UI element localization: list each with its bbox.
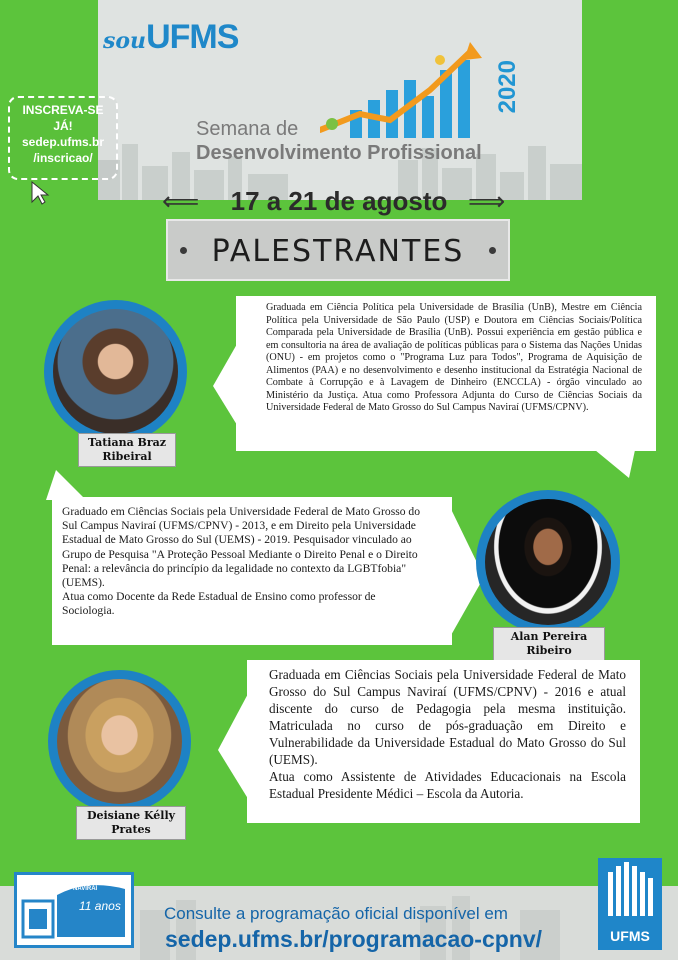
speaker-name: [76, 806, 186, 840]
event-name-line2: Desenvolvimento Profissional: [196, 142, 482, 164]
speaker-photo: [48, 670, 191, 813]
speaker-bio: [247, 660, 640, 823]
speech-tail: [46, 470, 86, 500]
speaker-photo: [44, 300, 187, 443]
left-arrow-icon: ⟸: [162, 186, 200, 216]
cta-line2: JÁ!: [53, 119, 73, 133]
program-link[interactable]: sedep.ufms.br/programacao-cpnv/: [165, 926, 543, 952]
speaker-name-line2: Prates: [111, 823, 151, 836]
campus-label: CAMPUS DE NAVIRAÍ: [73, 880, 110, 892]
event-name-line1: Semana de: [196, 118, 299, 140]
speaker-photo: [476, 490, 620, 634]
speaker-bio: [236, 296, 656, 451]
speaker-bio: [52, 497, 452, 645]
sou-ufms-logo: [103, 18, 238, 57]
event-year: 2020: [494, 60, 521, 114]
growth-chart-icon: [320, 40, 490, 140]
campus-years: 11 anos: [79, 899, 121, 913]
section-title: PALESTRANTES: [211, 234, 465, 269]
ufms-badge-text: UFMS: [610, 928, 650, 944]
signup-callout[interactable]: [8, 96, 118, 180]
event-dates: 17 a 21 de agosto: [230, 186, 448, 216]
bio-extra-text: Atua como Assistente de Atividades Educacionais na Escola Estadual Presidente Médici – Escola da Autoria.: [269, 769, 626, 801]
logo-main: UFMS: [146, 18, 239, 56]
bio-text: Graduada em Ciência Política pela Universidade de Brasília (UnB), Mestre em Ciência Política pela Universidade de São Paulo (USP) e Doutora em Ciências Sociais/Política Comparada pela Universidade de Brasília (UnB). Possui experiência em gestão pública e em consultoria na área de avaliação de políticas públicas para o Sistema das Nações Unidas (ONU) - em projetos como o "Programa Luz para Todos", Programa de Aquisição de Alimentos (PAA) e no desenvolvimento e desenho institucional da Estratégia Nacional de Combate à Corrupção e à Lavagem de Dinheiro (ENCCLA) - órgão vinculado ao Ministério da Justiça. Atua como Professora Adjunta do Curso de Ciências Sociais da Universidade Federal de Mato Grosso do Sul Campus Naviraí (UFMS/CPNV).: [266, 302, 642, 413]
logo-prefix: sou: [103, 28, 147, 54]
speaker-name: [78, 433, 176, 467]
speaker-name-line1: Tatiana Braz: [87, 436, 167, 449]
ufms-building-icon: [598, 858, 662, 928]
footer-text: Consulte a programação oficial disponível em: [164, 904, 508, 923]
speaker-name-line1: Deisiane Kélly: [86, 809, 176, 822]
cursor-arrow-icon: [30, 180, 50, 206]
speaker-name-line1: Alan Pereira: [510, 630, 588, 643]
campus-anniversary-logo: [14, 872, 134, 948]
cta-line1: INSCREVA-SE: [22, 103, 104, 117]
cta-link-line2[interactable]: /inscricao/: [33, 151, 93, 165]
bio-text: Graduada em Ciências Sociais pela Universidade Federal de Mato Grosso do Sul Campus Naviraí (UFMS/CPNV) - 2016 e atual discente do curso de Pedagogia pela mesma instituição. Matriculada no curso de pós-graduação em Direito e Vulnerabilidade da Universidade Estadual do Mato Grosso do Sul (UEMS).: [269, 667, 626, 767]
section-title-box: [166, 219, 510, 281]
ufms-badge-logo: [598, 858, 662, 950]
bio-extra-text: Atua como Docente da Rede Estadual de Ensino como professor de Sociologia.: [62, 590, 376, 618]
right-arrow-icon: ⟹: [468, 186, 506, 216]
speaker-name: [493, 627, 605, 661]
speaker-name-line2: Ribeiro: [526, 644, 572, 657]
speaker-name-line2: Ribeiral: [102, 450, 152, 463]
speech-tail: [595, 450, 635, 480]
bio-text: Graduado em Ciências Sociais pela Universidade Federal de Mato Grosso do Sul Campus Naviraí (UFMS/CPNV) - 2013, e em Direito pela Universidade Estadual de Mato Grosso do Sul (UEMS) - 2019. Pesquisador vinculado ao Grupo de Pesquisa "A Proteção Pessoal Mediante o Direito Penal e o Direito Penal: a relevância do princípio da legalidade no contexto da LGBTfobia" (UEMS).: [62, 505, 421, 590]
cta-link-line1[interactable]: sedep.ufms.br: [21, 135, 105, 149]
